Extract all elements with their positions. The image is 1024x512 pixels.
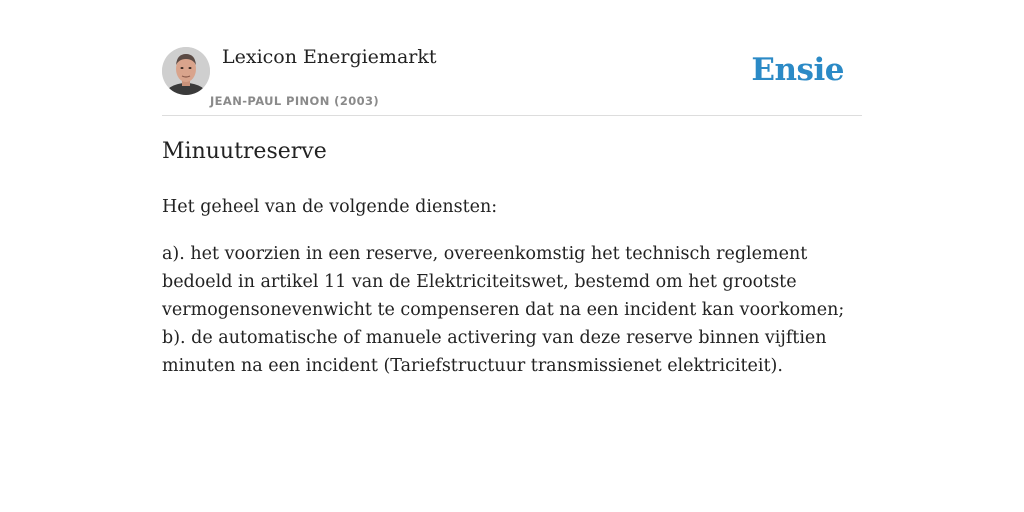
ensie-logo[interactable]: Ensie — [751, 52, 844, 88]
definition-intro: Het geheel van de volgende diensten: — [162, 197, 498, 217]
lexicon-title[interactable]: Lexicon Energiemarkt — [222, 46, 437, 68]
definition-item-a: a). het voorzien in een reserve, overeenkomstig het technisch reglement bedoeld in artikel 11 van de Elektriciteitswet, bestemd om het grootste vermogensonevenwicht te compenseren dat na een incident kan voorkomen; — [162, 244, 845, 320]
author-name[interactable]: JEAN-PAUL PINON (2003) — [210, 94, 380, 108]
definition-body — [162, 240, 862, 380]
definition-item-b: b). de automatische of manuele activering van deze reserve binnen vijftien minuten na een incident (Tariefstructuur transmissienet elektriciteit). — [162, 328, 827, 376]
author-avatar[interactable] — [162, 47, 210, 95]
author-portrait-icon — [162, 47, 210, 95]
lexicon-header — [162, 44, 862, 116]
term-title: Minuutreserve — [162, 139, 327, 164]
